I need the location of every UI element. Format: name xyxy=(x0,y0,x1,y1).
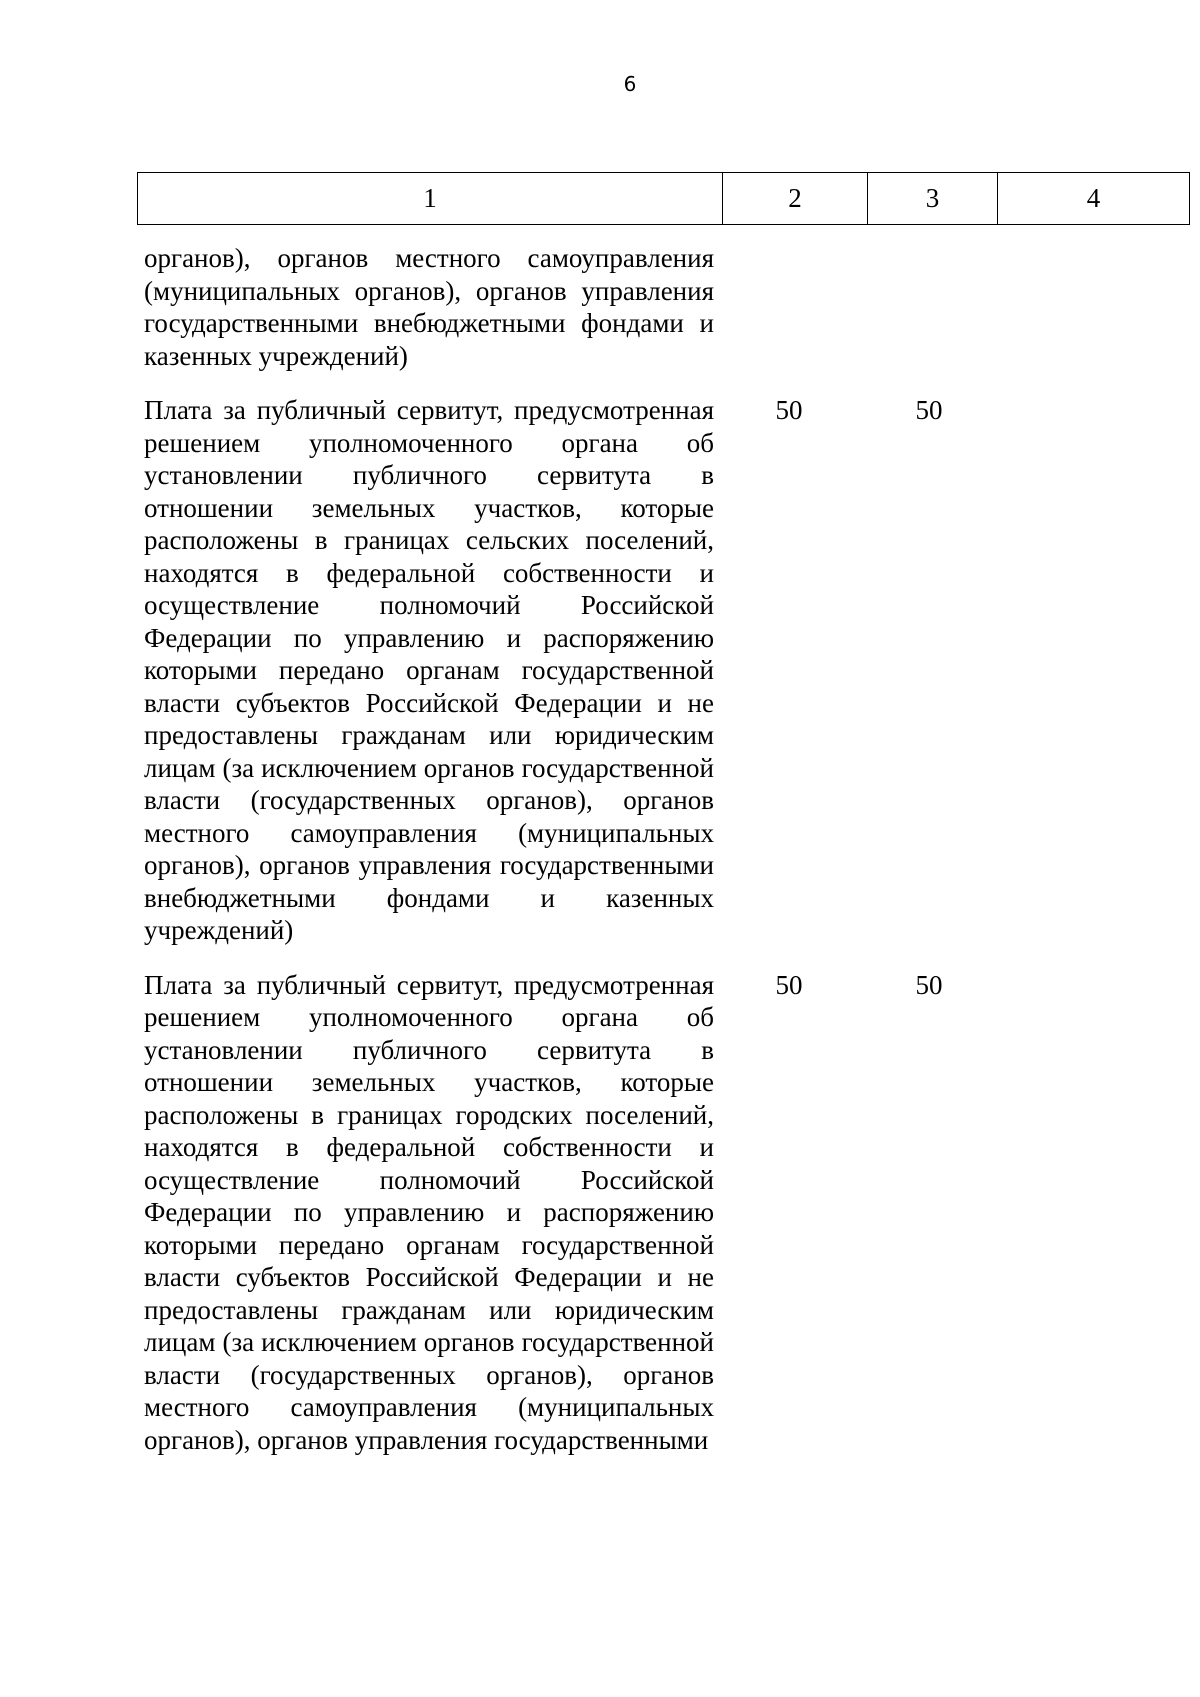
row-description: Плата за публичный сервитут, предусмотренная решением уполномоченного органа об установлении публичного сервитута в отношении земельных участков, которые расположены в границах городских поселений, находятся в федеральной собственности и осуществление полномочий Российской Федерации по управлению и распоряжению которыми передано органам государственной власти субъектов Российской Федерации и не предоставлены гражданам или юридическим лицам (за исключением органов государственной власти (государственных органов), органов местного самоуправления (муниципальных органов), органов управления государственными xyxy=(144,969,714,1455)
page-number: 6 xyxy=(623,72,637,96)
table-header-row xyxy=(138,173,1190,225)
table-row xyxy=(144,969,1184,1457)
row-value-col3: 50 xyxy=(915,969,943,1000)
row-value-col3: 50 xyxy=(915,395,943,425)
column-header-1: 1 xyxy=(138,173,723,225)
table-body xyxy=(144,242,1184,1456)
row-description: Плата за публичный сервитут, предусмотренная решением уполномоченного органа об установлении публичного сервитута в отношении земельных участков, которые расположены в границах сельских поселений, находятся в федеральной собственности и осуществление полномочий Российской Федерации по управлению и распоряжению которыми передано органам государственной власти субъектов Российской Федерации и не предоставлены гражданам или юридическим лицам (за исключением органов государственной власти (государственных органов), органов местного самоуправления (муниципальных органов), органов управления государственными внебюджетными фондами и казенных учреждений) xyxy=(144,395,714,945)
row-value-col2: 50 xyxy=(775,395,803,425)
column-header-3: 3 xyxy=(868,173,998,225)
row-description: органов), органов местного самоуправления (муниципальных органов), органов управления государственными внебюджетными фондами и казенных учреждений) xyxy=(144,243,714,371)
column-header-2: 2 xyxy=(723,173,868,225)
table-row xyxy=(144,242,1184,372)
row-value-col2: 50 xyxy=(775,969,803,1000)
table-header xyxy=(137,172,1190,225)
column-header-4: 4 xyxy=(998,173,1190,225)
table-row xyxy=(144,394,1184,947)
